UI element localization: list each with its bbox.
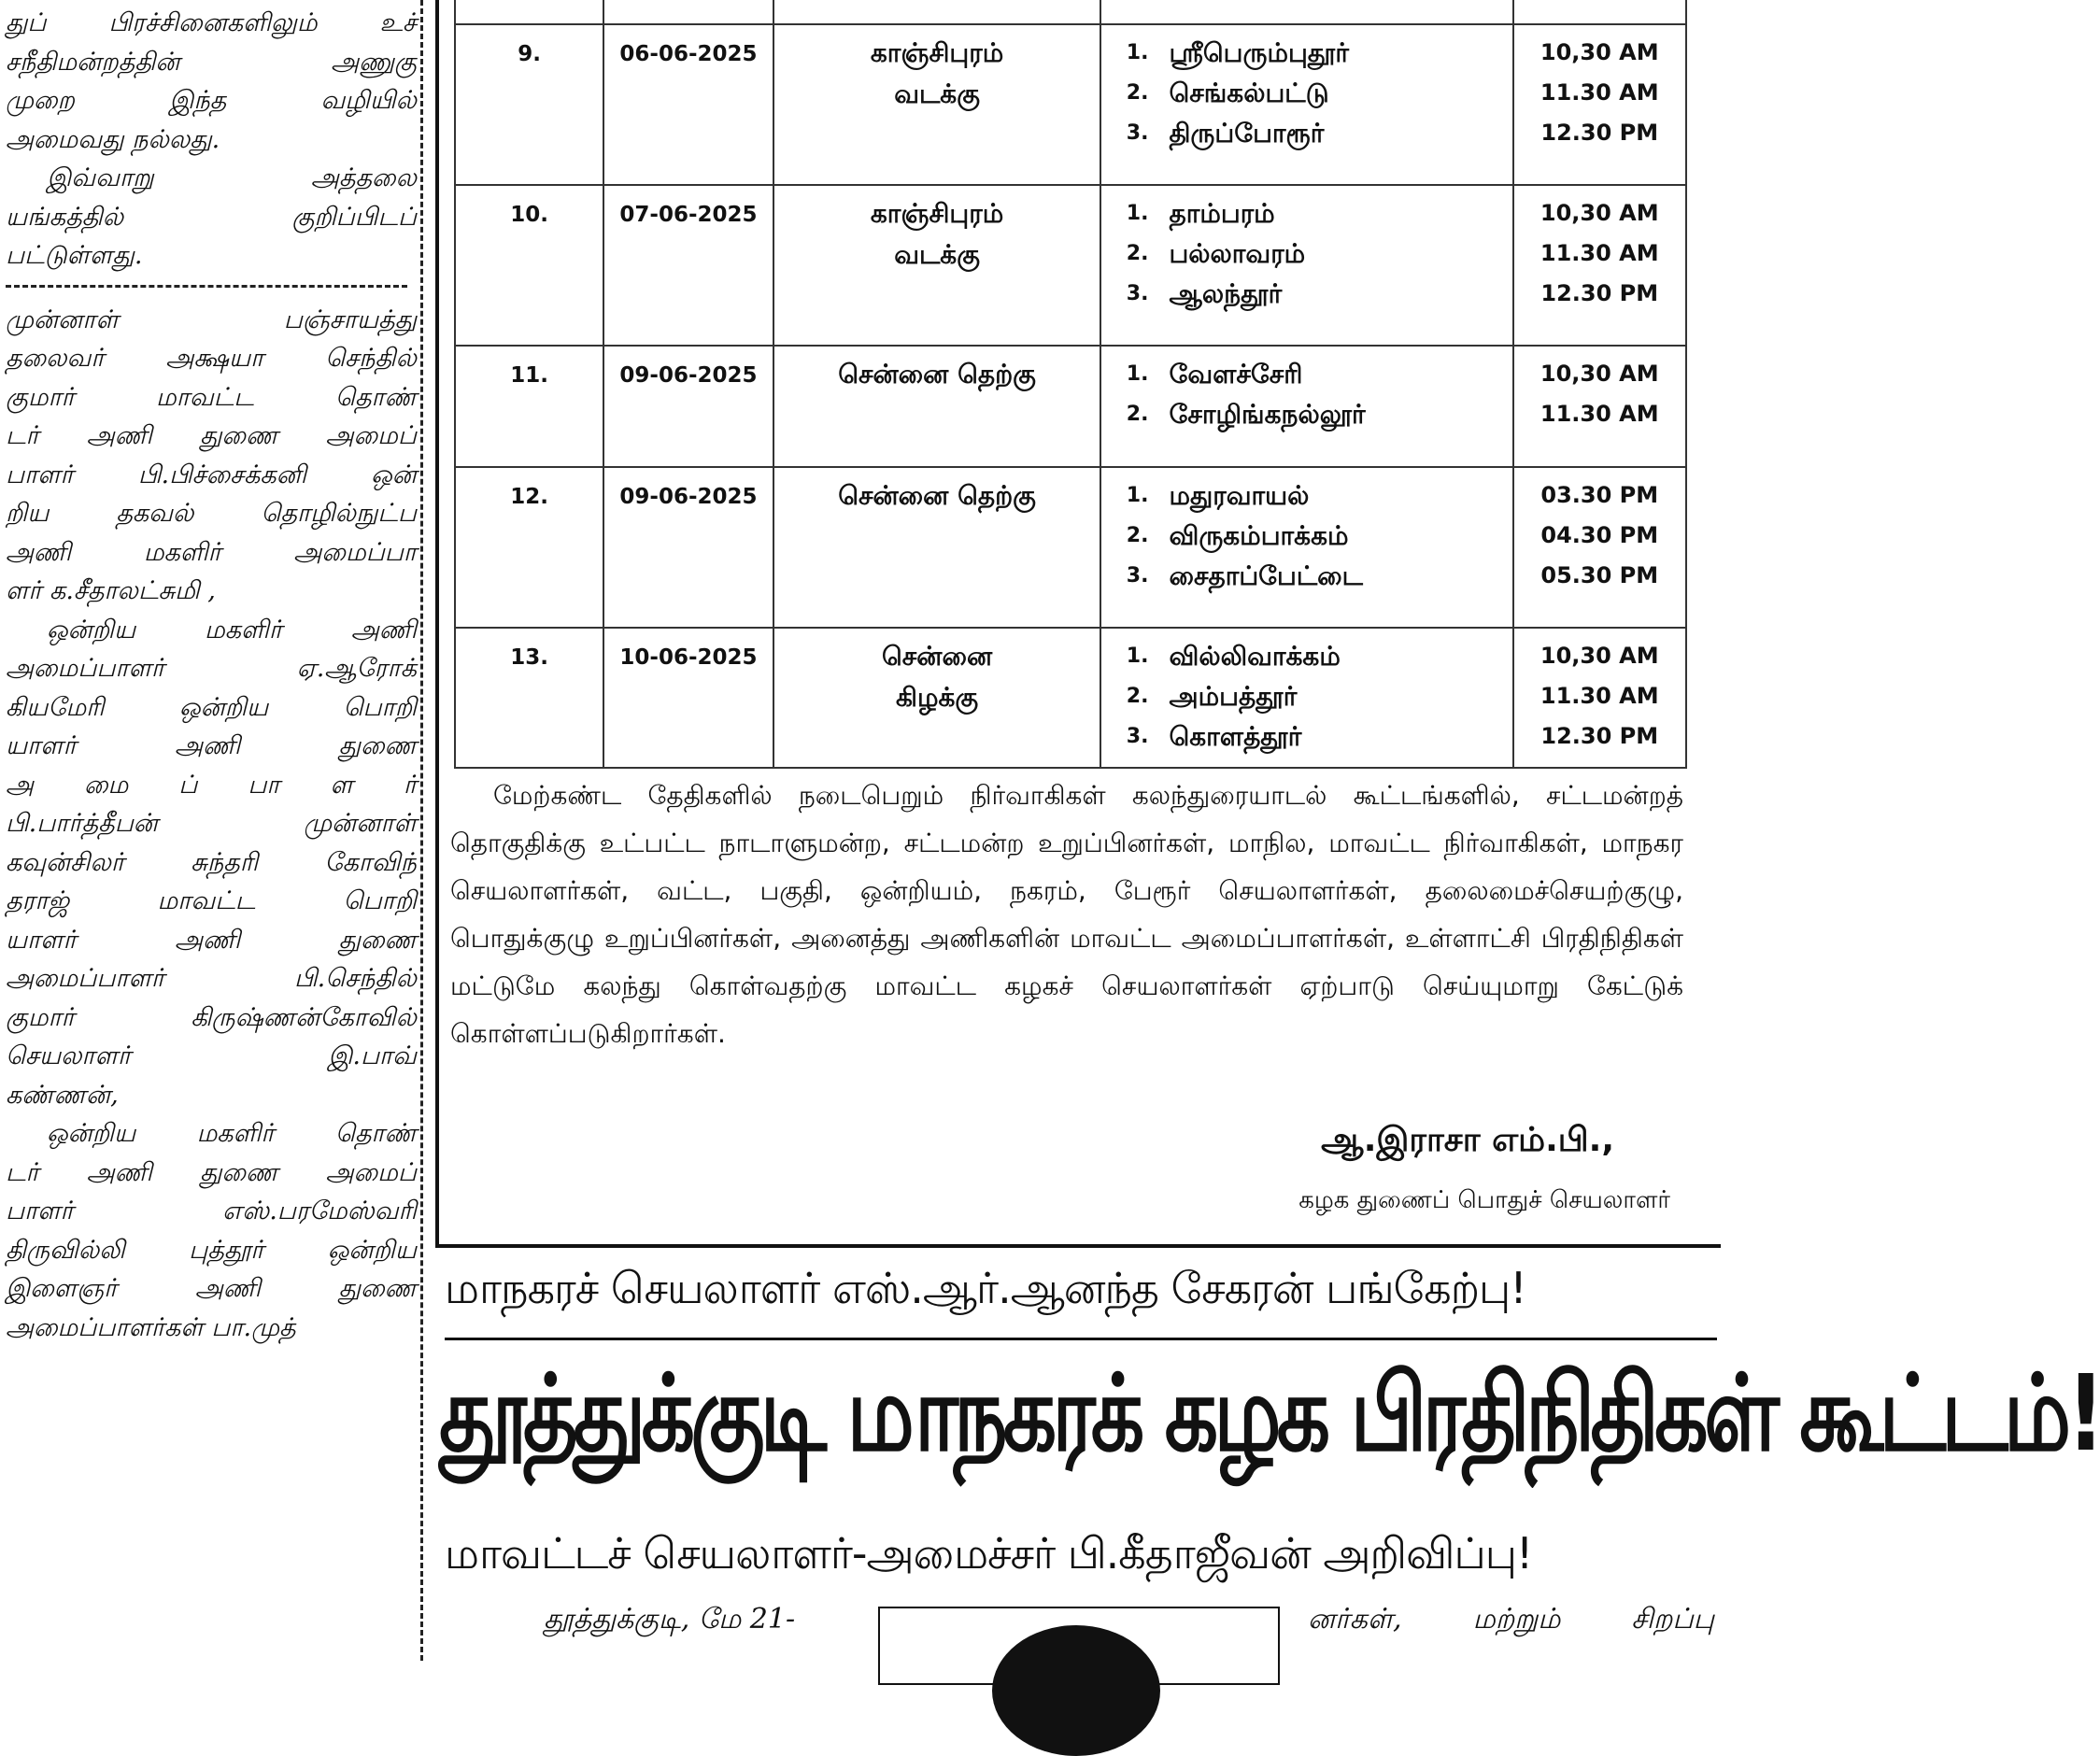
left-column-line: தராஜ் மாவட்ட பொறி <box>6 886 417 915</box>
district-name: கிழக்கு <box>896 682 979 713</box>
constituency-number: 3. <box>1126 564 1149 588</box>
left-column-line: அணி மகளிர் அமைப்பா <box>6 537 417 567</box>
row-number: 10. <box>510 203 549 227</box>
constituency-number: 1. <box>1126 202 1149 225</box>
cell-date <box>603 467 773 628</box>
constituency-name: விருகம்பாக்கம் <box>1169 520 1349 551</box>
meeting-time: 11.30 AM <box>1540 683 1659 709</box>
row-number: 12. <box>510 485 549 509</box>
cell-district <box>773 24 1101 185</box>
cell-number <box>455 24 603 185</box>
left-column-line: யாளர் அணி துணை <box>6 925 417 955</box>
constituency-number: 3. <box>1126 725 1149 748</box>
left-column-line: அ மை ப் பா ள ர் <box>6 770 417 800</box>
cell-times <box>1513 628 1686 768</box>
cell-times <box>1513 185 1686 346</box>
meeting-time: 03.30 PM <box>1540 482 1659 508</box>
cell-number <box>455 628 603 768</box>
district-name: காஞ்சிபுரம் <box>870 198 1004 229</box>
constituency-item <box>1101 475 1511 516</box>
left-column-line: யாளர் அணி துணை <box>6 731 417 760</box>
left-column-line: குமார் மாவட்ட தொண் <box>6 382 417 412</box>
meeting-time: 10,30 AM <box>1540 200 1659 226</box>
headline-kicker: மாநகரச் செயலாளர் எஸ்.ஆர்.ஆனந்த சேகரன் பங்கேற்பு! <box>445 1263 1526 1313</box>
signature-role: கழக துணைப் பொதுச் செயலாளர் <box>1298 1186 1670 1214</box>
cell-date <box>603 185 773 346</box>
constituency-number: 3. <box>1126 282 1149 305</box>
meeting-time: 10,30 AM <box>1540 643 1659 669</box>
constituency-number: 1. <box>1126 362 1149 386</box>
left-column-line: பி.பார்த்தீபன் முன்னாள் <box>6 809 417 838</box>
meeting-time: 11.30 AM <box>1540 79 1659 106</box>
cell-district <box>773 185 1101 346</box>
row-date: 09-06-2025 <box>619 485 758 509</box>
cell-times <box>1513 467 1686 628</box>
constituency-item <box>1101 394 1511 434</box>
left-column-line: செயலாளர் இ.பாவ் <box>6 1041 417 1070</box>
article-word: சிறப்பு <box>1631 1603 1714 1636</box>
constituency-name: செங்கல்பட்டு <box>1169 78 1329 108</box>
cell-date <box>603 24 773 185</box>
table-row <box>455 628 1686 768</box>
left-column-line: குமார் கிருஷ்ணன்கோவில் <box>6 1002 417 1032</box>
left-column-line: டர் அணி துணை அமைப் <box>6 1157 417 1187</box>
left-column-line: அமைப்பாளர்கள் பா.முத் <box>6 1312 296 1342</box>
constituency-name: ஸ்ரீபெரும்புதூர் <box>1169 37 1349 68</box>
constituency-name: வேளச்சேரி <box>1169 359 1303 389</box>
meeting-time: 11.30 AM <box>1540 401 1659 427</box>
row-number: 9. <box>518 42 542 66</box>
constituency-item <box>1101 234 1511 274</box>
meeting-time: 12.30 PM <box>1540 280 1659 306</box>
left-column-line: அமைப்பாளர் ஏ.ஆரோக் <box>6 654 417 683</box>
constituency-item <box>1101 33 1511 73</box>
left-column-line: கண்ணன், <box>6 1080 119 1110</box>
district-name: சென்னை தெற்கு <box>838 359 1036 389</box>
meeting-time: 10,30 AM <box>1540 361 1659 387</box>
cell-number <box>455 346 603 467</box>
cell-date <box>603 628 773 768</box>
article-photo <box>878 1607 1280 1685</box>
row-date: 07-06-2025 <box>619 203 758 227</box>
cell-number <box>455 467 603 628</box>
headline-main: தூத்துக்குடி மாநகரக் கழக பிரதிநிதிகள் கூட்டம்! <box>439 1352 2100 1476</box>
meeting-time: 11.30 AM <box>1540 240 1659 266</box>
cell-constituencies <box>1100 346 1512 467</box>
article-word: னர்கள், <box>1308 1603 1402 1636</box>
article-right-column <box>1308 1603 1714 1639</box>
left-column-line: சநீதிமன்றத்தின் அணுகு <box>6 47 417 77</box>
left-column-line: திருவில்லி புத்தூர் ஒன்றிய <box>6 1235 417 1265</box>
constituency-name: அம்பத்தூர் <box>1169 681 1298 712</box>
cell-constituencies <box>1100 628 1512 768</box>
left-column-line: தலைவர் அக்ஷயா செந்தில் <box>6 344 417 373</box>
left-column-line: கவுன்சிலர் சுந்தரி கோவிந் <box>6 847 417 877</box>
meeting-time: 05.30 PM <box>1540 562 1659 588</box>
left-column-line: ஒன்றிய மகளிர் அணி <box>47 615 417 644</box>
article-word: மற்றும் <box>1472 1603 1561 1636</box>
table-row <box>455 346 1686 467</box>
constituency-item <box>1101 193 1511 234</box>
left-column-line: அமைவது நல்லது. <box>6 124 220 154</box>
article-dateline: தூத்துக்குடி, மே 21- <box>544 1603 796 1636</box>
constituency-item <box>1101 516 1511 556</box>
cell-number <box>455 185 603 346</box>
row-number: 11. <box>510 363 549 388</box>
row-date: 10-06-2025 <box>619 645 758 670</box>
constituency-name: மதுரவாயல் <box>1169 480 1310 511</box>
column-divider <box>420 0 423 1661</box>
dashed-separator <box>6 285 407 288</box>
left-column-line: முன்னாள் பஞ்சாயத்து <box>6 304 417 334</box>
left-column-line: கியமேரி ஒன்றிய பொறி <box>6 692 417 722</box>
constituency-name: கொளத்தூர் <box>1169 721 1302 752</box>
left-column-line: இவ்வாறு அத்தலை <box>47 163 417 192</box>
constituency-number: 2. <box>1126 81 1149 105</box>
constituency-name: சோழிங்கநல்லூர் <box>1169 399 1366 430</box>
constituency-item <box>1101 354 1511 394</box>
constituency-name: சைதாப்பேட்டை <box>1169 560 1363 591</box>
left-column-line: ளர் க.சீதாலட்சுமி , <box>6 576 216 605</box>
constituency-item <box>1101 716 1511 757</box>
constituency-name: பல்லாவரம் <box>1169 238 1306 269</box>
cell-times <box>1513 346 1686 467</box>
constituency-item <box>1101 636 1511 676</box>
meeting-time: 12.30 PM <box>1540 120 1659 146</box>
meeting-time: 12.30 PM <box>1540 723 1659 749</box>
cell-district <box>773 628 1101 768</box>
table-row-partial <box>455 0 1686 24</box>
constituency-item <box>1101 274 1511 314</box>
row-date: 09-06-2025 <box>619 363 758 388</box>
signature-name: ஆ.இராசா எம்.பி., <box>1321 1121 1614 1159</box>
district-name: வடக்கு <box>894 239 980 270</box>
cell-district <box>773 346 1101 467</box>
row-date: 06-06-2025 <box>619 42 758 66</box>
meeting-time: 04.30 PM <box>1540 522 1659 548</box>
left-column-line: பட்டுள்ளது. <box>6 241 143 270</box>
table-row <box>455 467 1686 628</box>
constituency-number: 2. <box>1126 242 1149 265</box>
notice-paragraph <box>450 772 1683 1057</box>
schedule-table <box>454 0 1687 769</box>
left-column-line: யங்கத்தில் குறிப்பிடப் <box>6 202 417 232</box>
constituency-number: 1. <box>1126 41 1149 64</box>
district-name: சென்னை தெற்கு <box>838 480 1036 511</box>
cell-constituencies <box>1100 24 1512 185</box>
district-name: வடக்கு <box>894 78 980 109</box>
table-row <box>455 24 1686 185</box>
constituency-name: ஆலந்தூர் <box>1169 278 1283 309</box>
constituency-name: தாம்பரம் <box>1169 198 1275 229</box>
cell-constituencies <box>1100 185 1512 346</box>
left-column-line: ஒன்றிய மகளிர் தொண் <box>47 1119 417 1148</box>
left-column-line: பாளர் பி.பிச்சைக்கனி ஒன் <box>6 460 417 489</box>
left-column-line: இளைஞர் அணி துணை <box>6 1274 417 1303</box>
district-name: காஞ்சிபுரம் <box>870 37 1004 68</box>
left-column <box>6 0 417 1661</box>
headline-rule <box>445 1338 1717 1340</box>
constituency-number: 1. <box>1126 484 1149 507</box>
constituency-item <box>1101 676 1511 716</box>
left-column-line: துப் பிரச்சினைகளிலும் உச் <box>6 8 417 37</box>
table-row <box>455 185 1686 346</box>
notice-text: மேற்கண்ட தேதிகளில் நடைபெறும் நிர்வாகிகள் கலந்துரையாடல் கூட்டங்களில், சட்டமன்றத் தொகுதிக்கு உட்பட்ட நாடாளுமன்ற, சட்டமன்ற உறுப்பினர்கள், மாநில, மாவட்ட நிர்வாகிகள், மாநகர செயலாளர்கள், வட்ட, பகுதி, ஒன்றியம், நகரம், பேரூர் செயலாளர்கள், தலைமைச்செயற்குழு, பொதுக்குழு உறுப்பினர்கள், அனைத்து அணிகளின் மாவட்ட அமைப்பாளர்கள், உள்ளாட்சி பிரதிநிதிகள் மட்டுமே கலந்து கொள்வதற்கு மாவட்ட கழகச் செயலாளர்கள் ஏற்பாடு செய்யுமாறு கேட்டுக் கொள்ளப்படுகிறார்கள். <box>450 780 1683 1049</box>
constituency-number: 2. <box>1126 685 1149 708</box>
cell-constituencies <box>1100 467 1512 628</box>
cell-times <box>1513 24 1686 185</box>
left-column-line: முறை இந்த வழியில் <box>6 86 417 115</box>
cell-district <box>773 467 1101 628</box>
constituency-name: திருப்போரூர் <box>1169 118 1325 149</box>
constituency-number: 3. <box>1126 121 1149 145</box>
constituency-number: 1. <box>1126 644 1149 668</box>
left-column-line: பாளர் எஸ்.பரமேஸ்வரி <box>6 1197 417 1225</box>
constituency-item <box>1101 113 1511 153</box>
constituency-number: 2. <box>1126 403 1149 426</box>
constituency-name: வில்லிவாக்கம் <box>1169 641 1341 672</box>
cell-date <box>603 346 773 467</box>
meeting-time: 10,30 AM <box>1540 39 1659 65</box>
constituency-number: 2. <box>1126 524 1149 547</box>
constituency-item <box>1101 556 1511 596</box>
headline-sub: மாவட்டச் செயலாளர்-அமைச்சர் பி.கீதாஜீவன் அறிவிப்பு! <box>445 1528 1533 1579</box>
left-column-line: டர் அணி துணை அமைப் <box>6 421 417 450</box>
left-column-line: றிய தகவல் தொழில்நுட்ப <box>6 499 417 528</box>
district-name: சென்னை <box>882 641 993 672</box>
constituency-item <box>1101 73 1511 113</box>
left-column-line: அமைப்பாளர் பி.செந்தில் <box>6 964 417 993</box>
row-number: 13. <box>510 645 549 670</box>
